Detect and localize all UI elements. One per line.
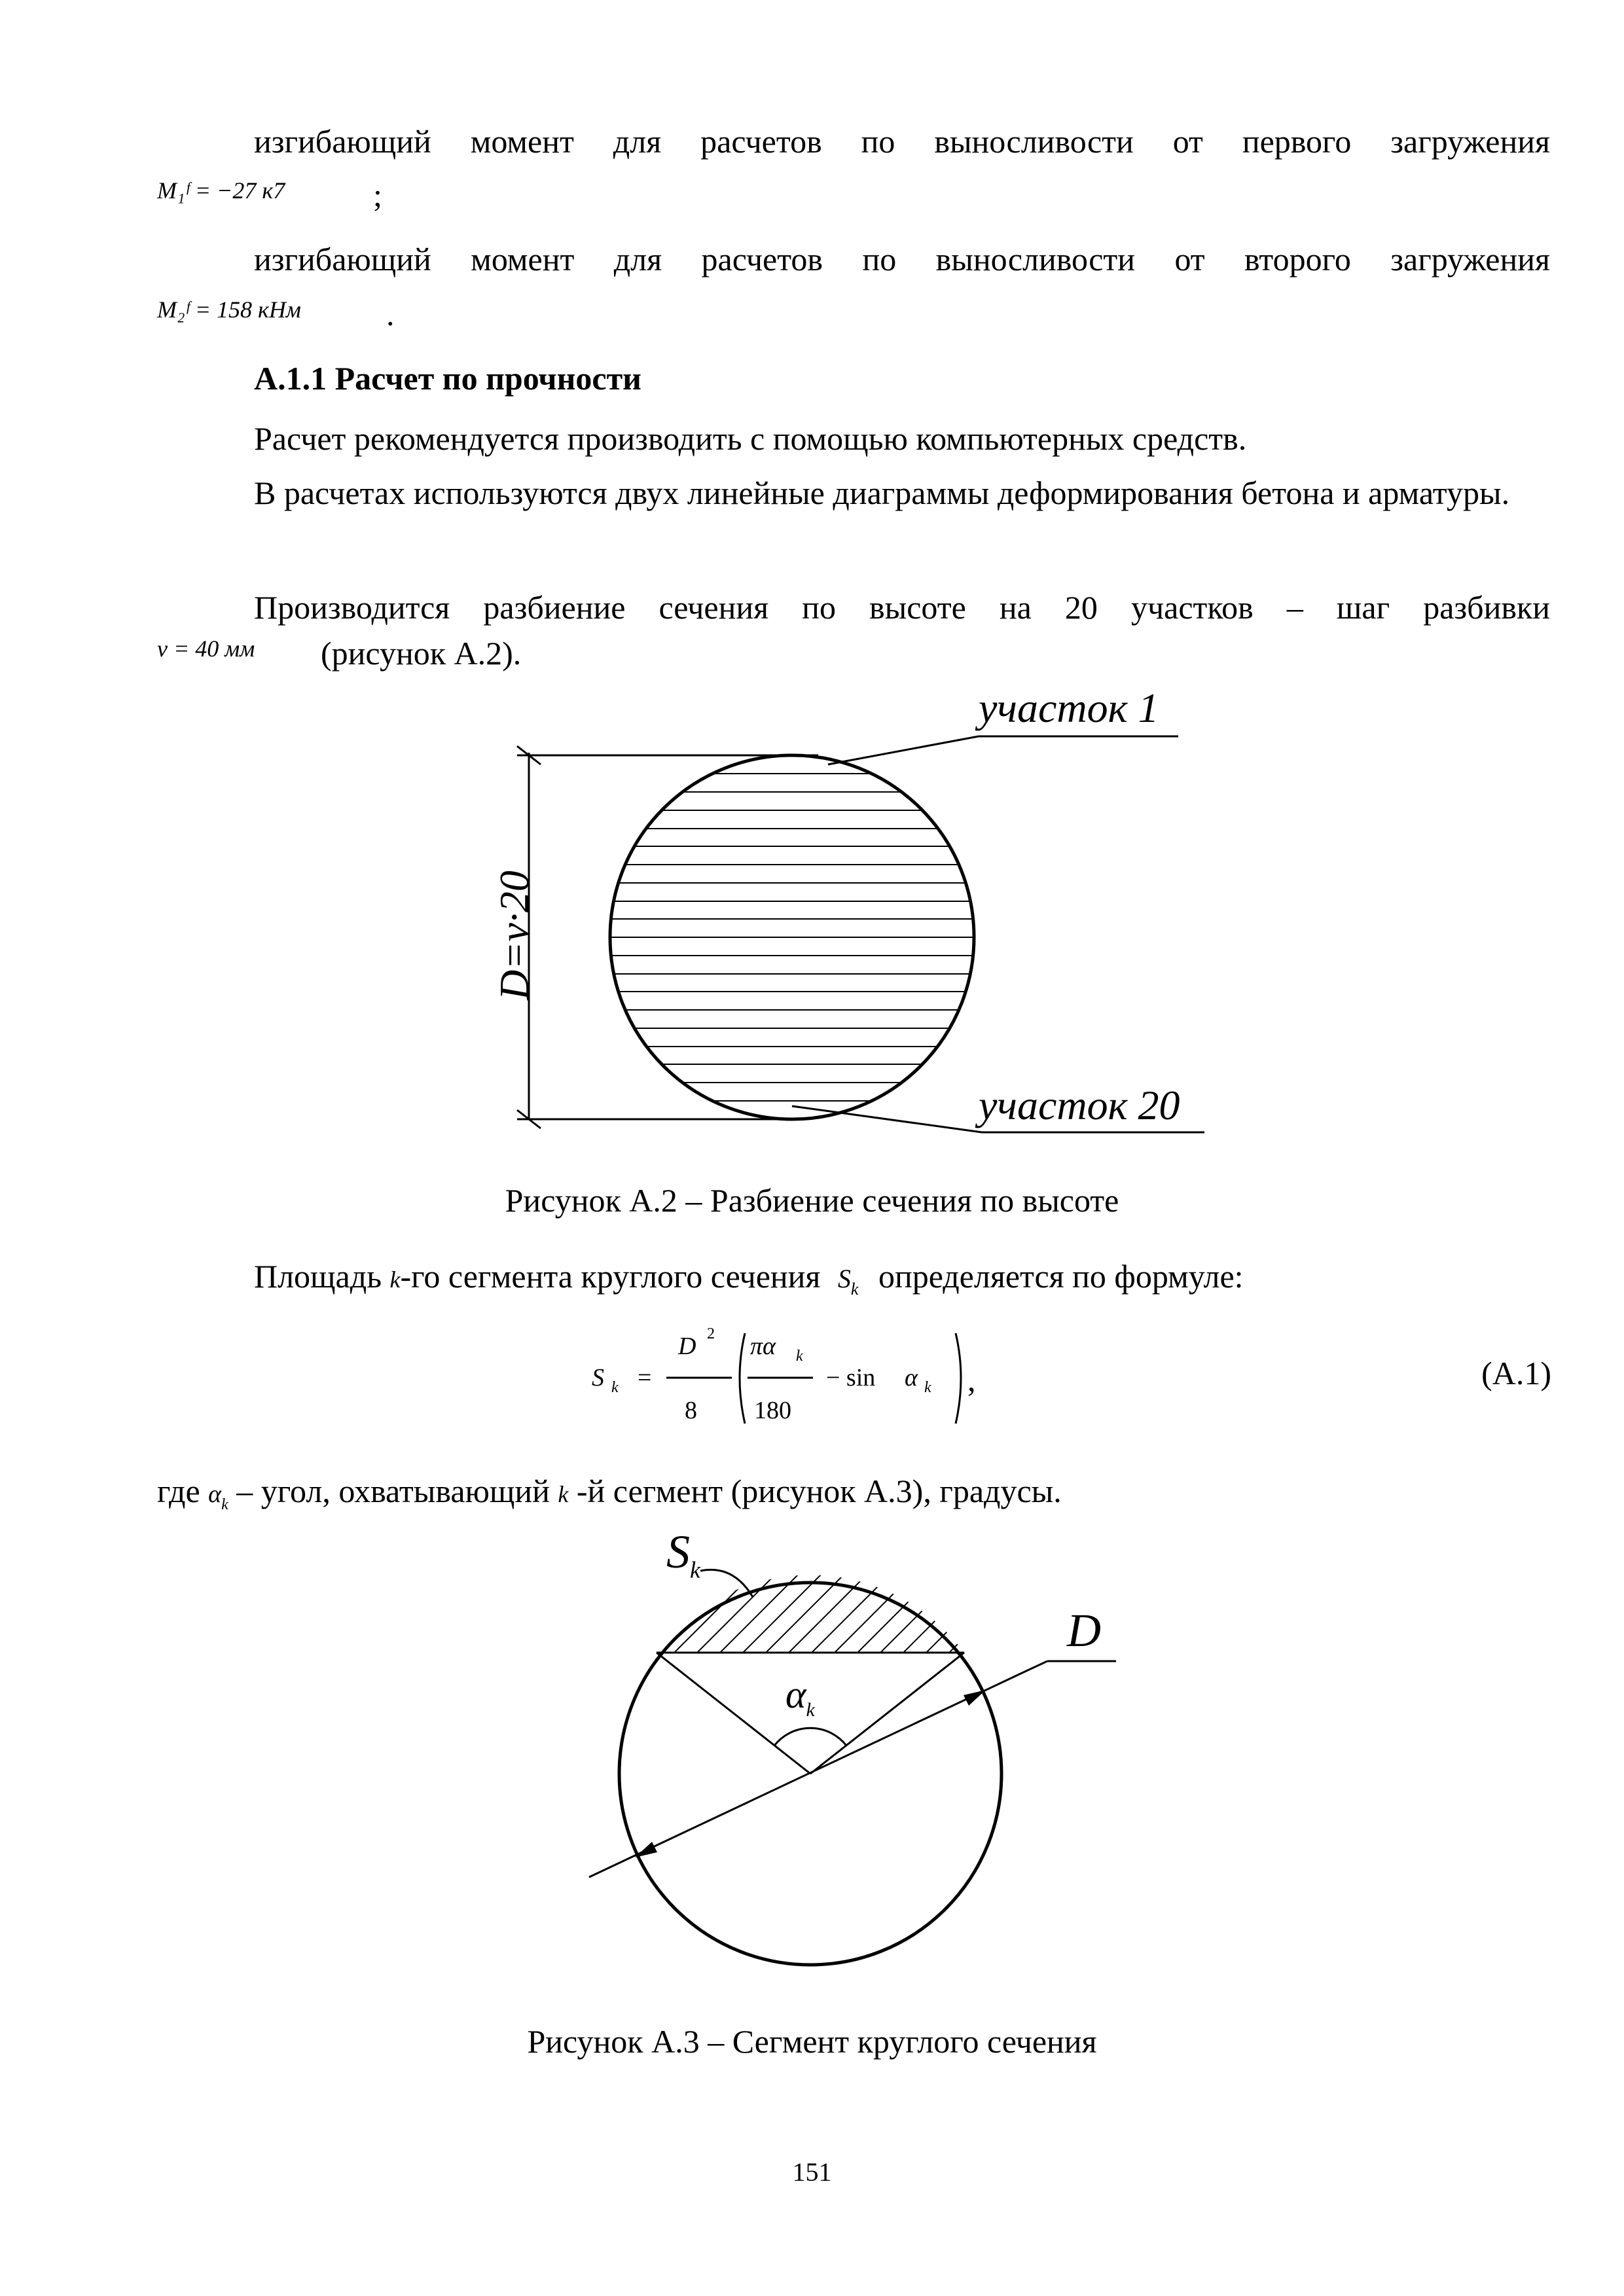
label-strip-20: участок 20 — [979, 1082, 1180, 1128]
equation-a1: S k = D 2 8 πα k 180 − sin α k , — [589, 1325, 995, 1437]
paragraph-text: изгибающий момент для расчетов по выносливости от первого загружения — [254, 123, 1550, 160]
arrow-left — [635, 1842, 657, 1857]
paragraph-diagrams: В расчетах используются двух линейные диаграммы деформирования бетона и арматуры. — [254, 475, 1510, 511]
label-strip-1: участок 1 — [979, 685, 1159, 731]
paragraph-computer: Расчет рекомендуется производить с помощью компьютерных средств. — [254, 420, 1247, 457]
formula-m2: M₂ᶠ = 158 кНм — [157, 296, 301, 323]
angle-arc — [774, 1728, 846, 1746]
formula-step: ν = 40 мм — [157, 636, 255, 662]
figure-a2-caption: Рисунок А.2 – Разбиение сечения по высоте — [505, 1182, 1119, 1219]
page-number: 151 — [792, 2157, 832, 2187]
radius-right — [810, 1653, 964, 1774]
label-s: $S_k$ — [666, 1526, 700, 1583]
figure-ref: (рисунок А.2). — [321, 635, 522, 672]
semicolon: ; — [373, 177, 382, 213]
figure-a3-caption: Рисунок А.3 – Сегмент круглого сечения — [527, 2023, 1097, 2060]
dimension-label: D=ν·20 — [491, 870, 537, 1000]
equation-number: (А.1) — [1481, 1355, 1551, 1391]
paragraph-where: где $\alpha_k$ – угол, охватывающий k -й сегмент (рисунок А.3), градусы. — [157, 1473, 1062, 1513]
paragraph-text: изгибающий момент для расчетов по выносливости от второго загружения — [254, 241, 1550, 278]
formula-m1: M₁ᶠ = −27 к7 — [157, 177, 285, 204]
label-d: D — [1067, 1604, 1101, 1657]
paragraph-area: Площадь k-го сегмента круглого сечения $S_k$ определяется по формуле: — [254, 1258, 1244, 1299]
segment-hatch — [641, 1564, 1038, 1662]
paragraph-split: Производится разбиение сечения по высоте на 20 участков – шаг разбивки — [254, 589, 1550, 626]
label-alpha: $\alpha_k$ — [785, 1673, 815, 1721]
section-heading: А.1.1 Расчет по прочности — [254, 360, 641, 397]
arrow-right — [964, 1690, 986, 1706]
dot: . — [386, 296, 395, 332]
